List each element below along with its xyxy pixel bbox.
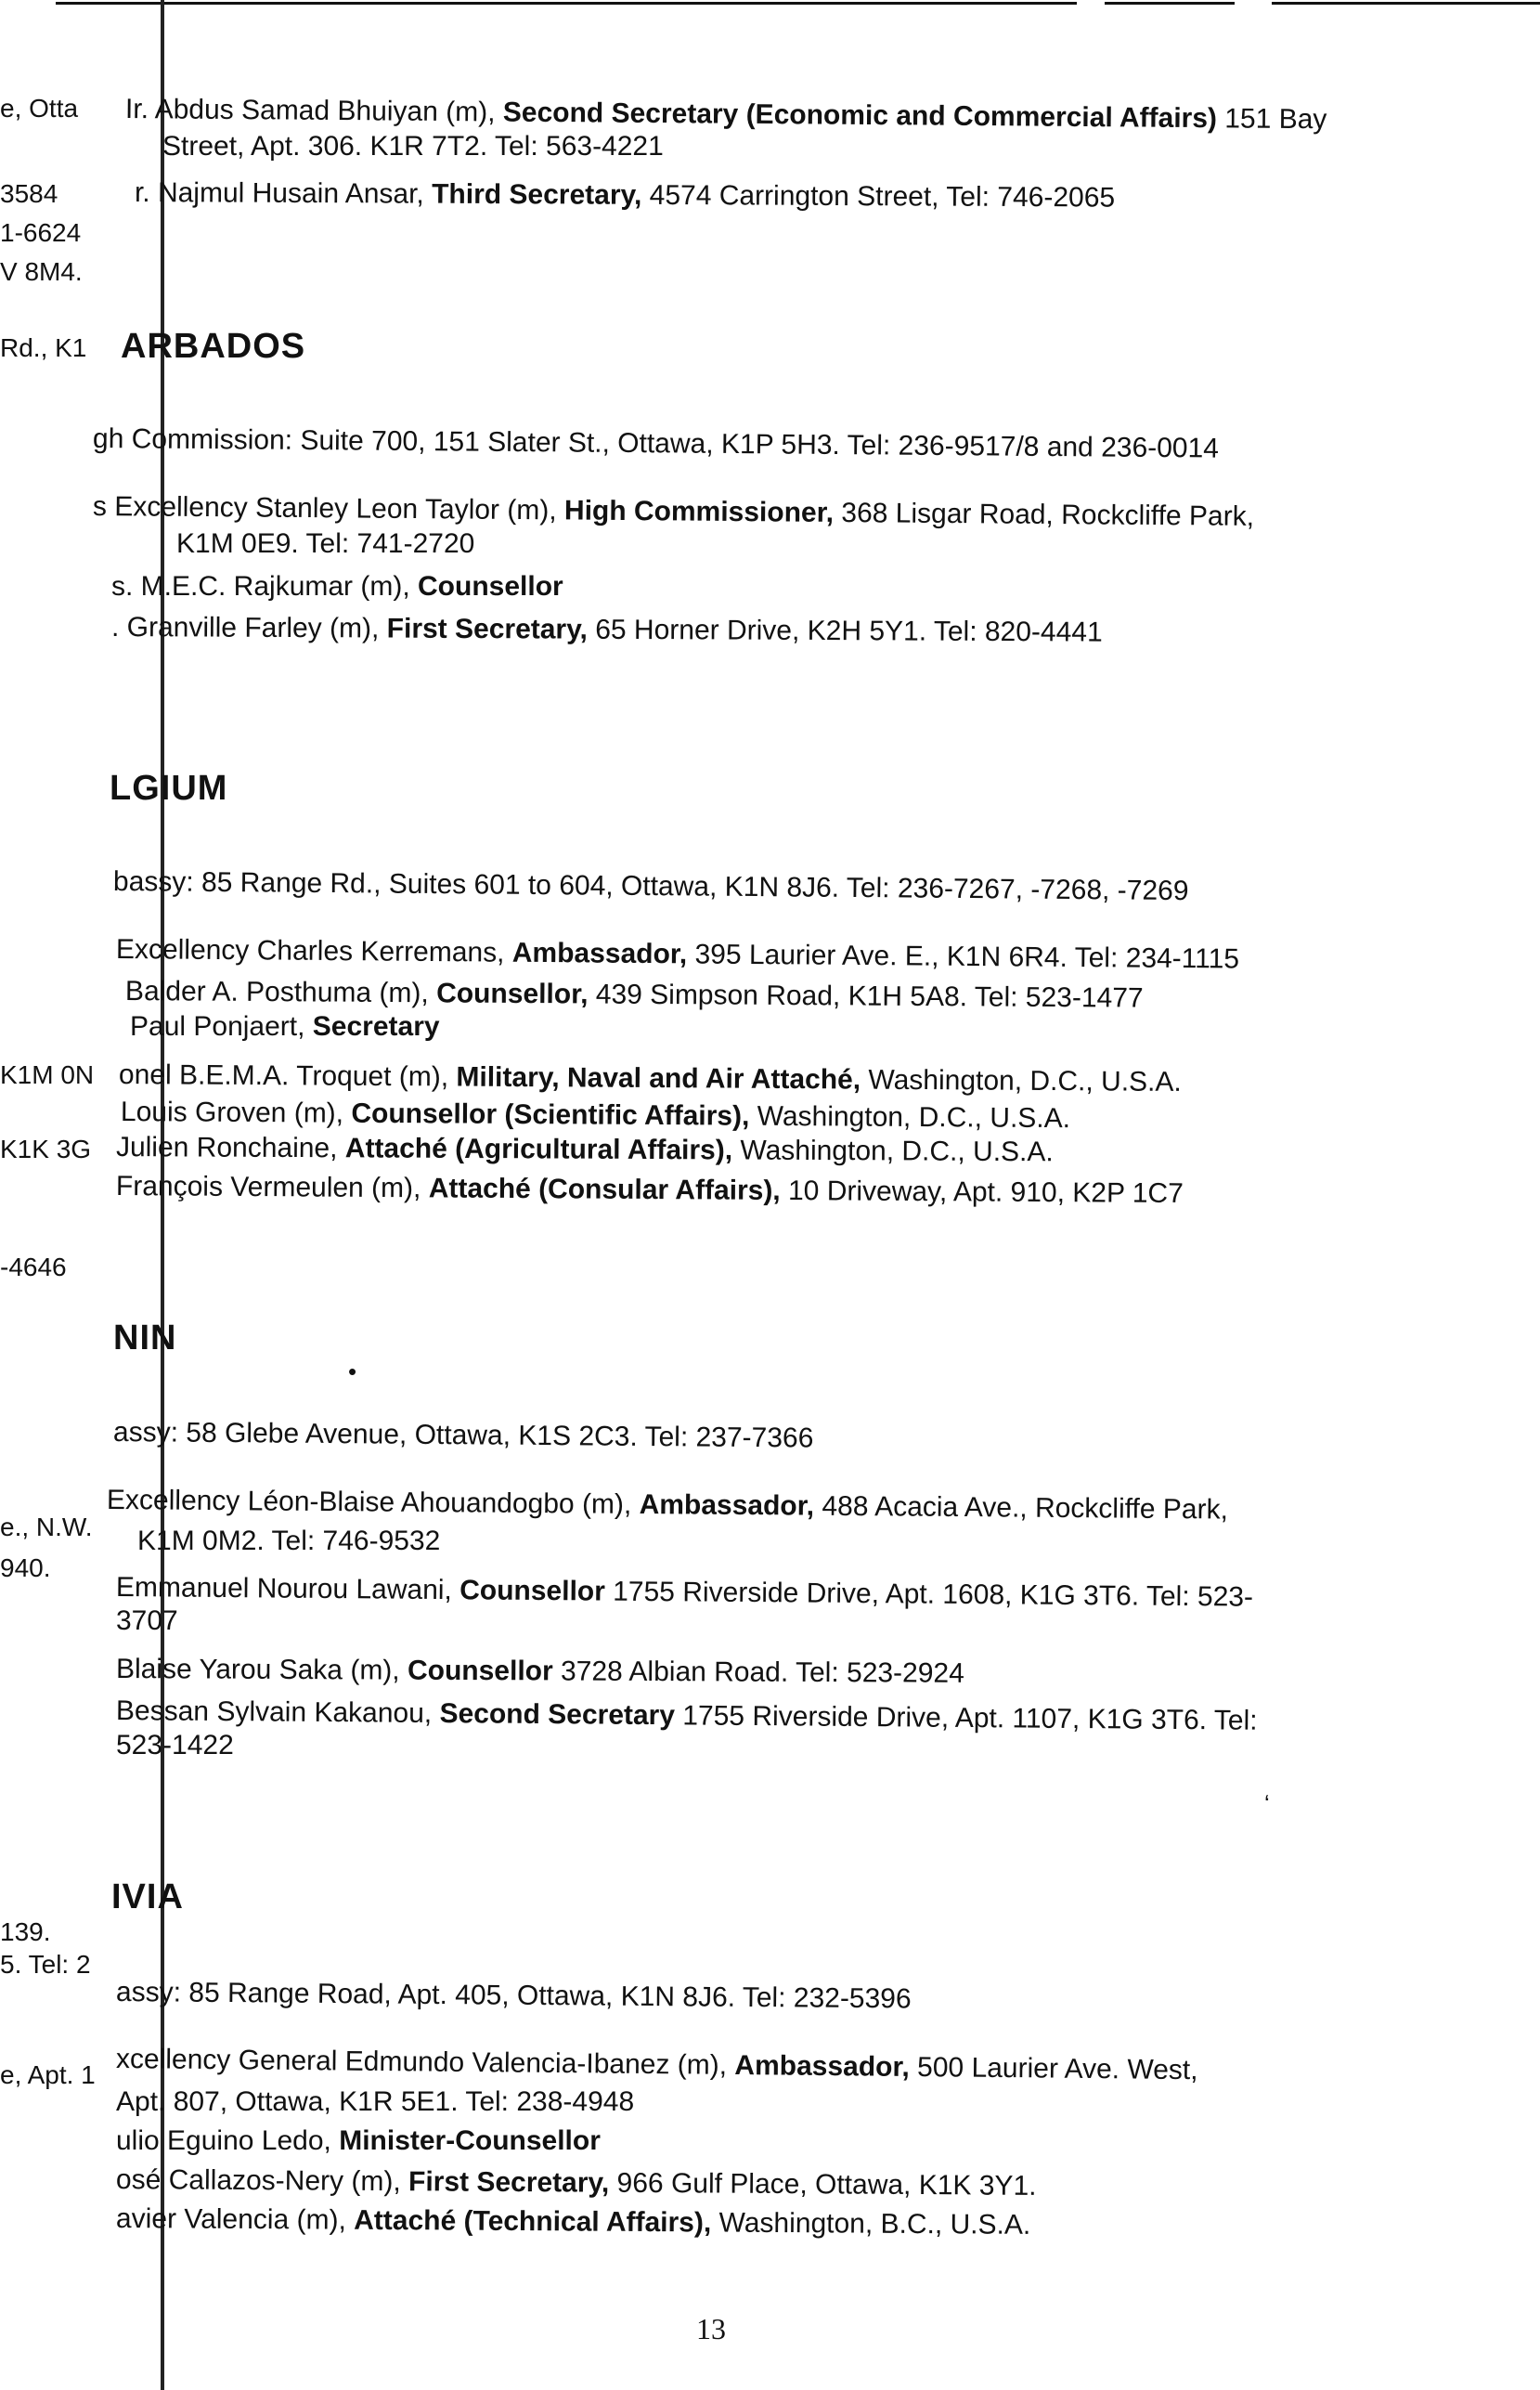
margin-fragment: e, Otta xyxy=(0,94,79,123)
scan-speck: • xyxy=(348,1357,357,1385)
top-rule-segment xyxy=(1272,2,1540,5)
listing-entry: Excellency Léon-Blaise Ahouandogbo (m), Ambassador, 488 Acacia Ave., Rockcliffe Park, xyxy=(106,1485,1229,1526)
listing-entry: s Excellency Stanley Leon Taylor (m), High Commissioner, 368 Lisgar Road, Rockcliffe Park, xyxy=(92,491,1255,532)
margin-fragment: K1M 0N xyxy=(0,1060,95,1089)
page-number: 13 xyxy=(696,2312,726,2345)
country-heading: NIN xyxy=(113,1318,177,1357)
listing-entry: Louis Groven (m), Counsellor (Scientific Affairs), Washington, D.C., U.S.A. xyxy=(120,1097,1071,1135)
margin-fragment: 1-6624 xyxy=(0,218,82,247)
listing-entry: Julien Ronchaine, Attaché (Agricultural Affairs), Washington, D.C., U.S.A. xyxy=(115,1132,1054,1168)
mission-address: bassy: 85 Range Rd., Suites 601 to 604, Ottawa, K1N 8J6. Tel: 236-7267, -7268, -7269 xyxy=(112,866,1189,907)
margin-fragment: V 8M4. xyxy=(0,257,83,286)
listing-entry: François Vermeulen (m), Attaché (Consular Affairs), 10 Driveway, Apt. 910, K2P 1C7 xyxy=(115,1171,1184,1210)
margin-fragment: Rd., K1 xyxy=(0,333,87,362)
listing-entry: s. M.E.C. Rajkumar (m), Counsellor xyxy=(111,571,563,602)
listing-entry: avier Valencia (m), Attaché (Technical Affairs), Washington, B.C., U.S.A. xyxy=(115,2203,1031,2241)
listing-entry: osé Callazos-Nery (m), First Secretary, 966 Gulf Place, Ottawa, K1K 3Y1. xyxy=(115,2164,1037,2202)
margin-fragment: 139. xyxy=(0,1917,51,1946)
listing-entry: ulio Eguino Ledo, Minister-Counsellor xyxy=(116,2125,601,2156)
listing-entry: onel B.E.M.A. Troquet (m), Military, Naval and Air Attaché, Washington, D.C., U.S.A. xyxy=(118,1059,1182,1098)
listing-entry: Bessan Sylvain Kakanou, Second Secretary 1755 Riverside Drive, Apt. 1107, K1G 3T6. Tel: xyxy=(115,1695,1258,1736)
listing-entry: . Granville Farley (m), First Secretary, 65 Horner Drive, K2H 5Y1. Tel: 820-4441 xyxy=(110,612,1103,648)
listing-entry: xcellency General Edmundo Valencia-Ibanez (m), Ambassador, 500 Laurier Ave. West, xyxy=(115,2044,1198,2086)
listing-entry-continuation: Apt. 807, Ottawa, K1R 5E1. Tel: 238-4948 xyxy=(116,2086,635,2117)
listing-entry: Excellency Charles Kerremans, Ambassador, 395 Laurier Ave. E., K1N 6R4. Tel: 234-1115 xyxy=(115,934,1240,975)
margin-fragment: 5. Tel: 2 xyxy=(0,1950,91,1979)
margin-fragment: e, Apt. 1 xyxy=(0,2060,96,2089)
margin-fragment: 3584 xyxy=(0,179,58,208)
listing-entry-continuation: K1M 0E9. Tel: 741-2720 xyxy=(176,528,475,559)
country-heading: ARBADOS xyxy=(121,327,306,366)
listing-entry: Balder A. Posthuma (m), Counsellor, 439 Simpson Road, K1H 5A8. Tel: 523-1477 xyxy=(124,976,1144,1014)
margin-fragment: e., N.W. xyxy=(0,1513,93,1541)
listing-entry: Paul Ponjaert, Secretary xyxy=(130,1011,440,1042)
listing-entry: r. Najmul Husain Ansar, Third Secretary, 4574 Carrington Street, Tel: 746-2065 xyxy=(134,177,1116,214)
margin-fragment: K1K 3G xyxy=(0,1135,92,1163)
margin-fragment: -4646 xyxy=(0,1253,67,1281)
listing-entry: Emmanuel Nourou Lawani, Counsellor 1755 Riverside Drive, Apt. 1608, K1G 3T6. Tel: 523- xyxy=(115,1572,1254,1613)
mission-address: assy: 58 Glebe Avenue, Ottawa, K1S 2C3. Tel: 237-7366 xyxy=(112,1417,814,1454)
mission-address: assy: 85 Range Road, Apt. 405, Ottawa, K1N 8J6. Tel: 232-5396 xyxy=(115,1977,912,2015)
listing-entry: Blaise Yarou Saka (m), Counsellor 3728 Albian Road. Tel: 523-2924 xyxy=(115,1654,964,1689)
country-heading: LGIUM xyxy=(110,769,228,808)
mission-address: gh Commission: Suite 700, 151 Slater St., Ottawa, K1P 5H3. Tel: 236-9517/8 and 236-0014 xyxy=(92,423,1220,464)
listing-entry: Ir. Abdus Samad Bhuiyan (m), Second Secretary (Economic and Commercial Affairs) 151 Bay xyxy=(124,94,1327,136)
listing-entry-continuation: Street, Apt. 306. K1R 7T2. Tel: 563-4221 xyxy=(162,131,664,162)
top-rule-segment xyxy=(1105,2,1235,5)
listing-entry-continuation: 3707 xyxy=(116,1605,178,1636)
scan-speck: ʻ xyxy=(1264,1790,1270,1818)
top-rule xyxy=(56,2,1077,5)
country-heading: IVIA xyxy=(111,1877,184,1916)
listing-entry-continuation: K1M 0M2. Tel: 746-9532 xyxy=(137,1526,441,1556)
listing-entry-continuation: 523-1422 xyxy=(116,1730,234,1760)
margin-fragment: 940. xyxy=(0,1553,51,1582)
